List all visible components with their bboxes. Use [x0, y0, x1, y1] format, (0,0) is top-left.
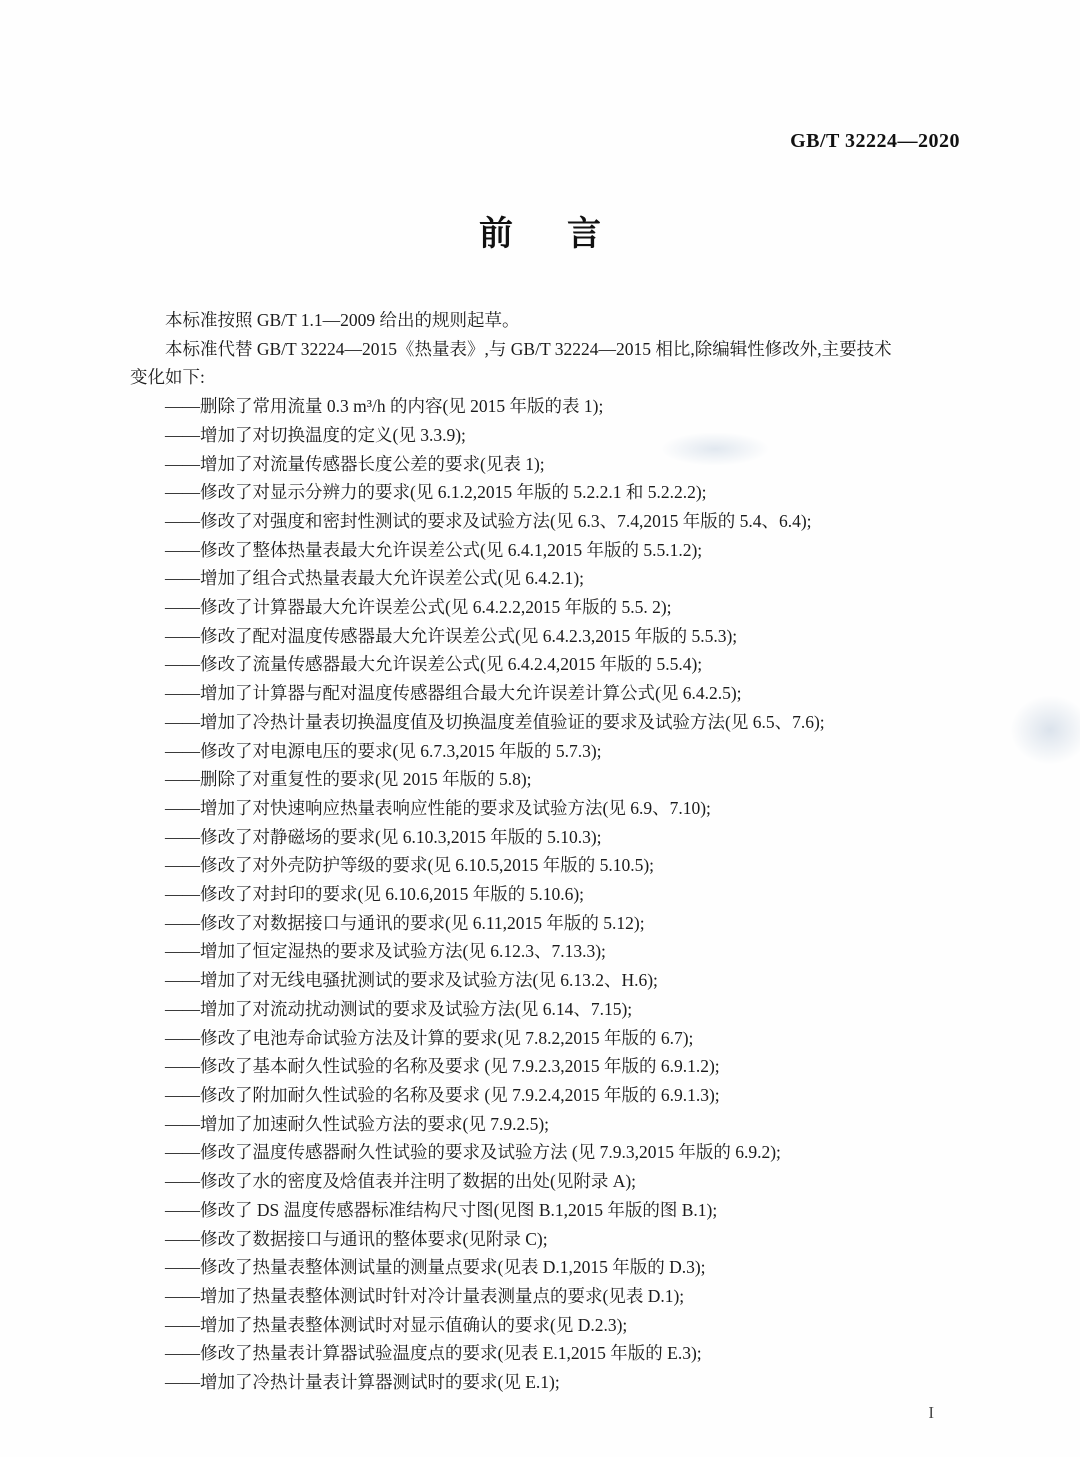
- intro-paragraph-2-line-1: 本标准代替 GB/T 32224—2015《热量表》,与 GB/T 32224—2015 相比,除编辑性修改外,主要技术: [165, 338, 892, 359]
- change-item: ——修改了对强度和密封性测试的要求及试验方法(见 6.3、7.4,2015 年版的 5.4、6.4);: [165, 510, 812, 531]
- change-item: ——修改了对电源电压的要求(见 6.7.3,2015 年版的 5.7.3);: [165, 740, 602, 761]
- change-item: ——删除了常用流量 0.3 m³/h 的内容(见 2015 年版的表 1);: [165, 396, 604, 417]
- change-item: ——修改了水的密度及焓值表并注明了数据的出处(见附录 A);: [165, 1171, 637, 1192]
- change-item: ——修改了热量表计算器试验温度点的要求(见表 E.1,2015 年版的 E.3);: [165, 1343, 702, 1364]
- change-item: ——增加了对无线电骚扰测试的要求及试验方法(见 6.13.2、H.6);: [165, 970, 658, 991]
- change-item: ——增加了对流量传感器长度公差的要求(见表 1);: [165, 453, 545, 474]
- scan-smudge-artifact: [1010, 695, 1080, 765]
- change-item: ——修改了热量表整体测试量的测量点要求(见表 D.1,2015 年版的 D.3);: [165, 1257, 706, 1278]
- change-item: ——增加了计算器与配对温度传感器组合最大允许误差计算公式(见 6.4.2.5);: [165, 683, 742, 704]
- change-item: ——删除了对重复性的要求(见 2015 年版的 5.8);: [165, 769, 532, 790]
- change-item: ——修改了对数据接口与通讯的要求(见 6.11,2015 年版的 5.12);: [165, 912, 645, 933]
- intro-paragraph-1: 本标准按照 GB/T 1.1—2009 给出的规则起草。: [165, 310, 520, 330]
- technical-changes-list: [130, 392, 962, 1397]
- change-item: ——修改了整体热量表最大允许误差公式(见 6.4.1,2015 年版的 5.5.1.2);: [165, 539, 703, 560]
- change-item: ——增加了恒定湿热的要求及试验方法(见 6.12.3、7.13.3);: [165, 941, 606, 962]
- change-item: ——增加了热量表整体测试时针对冷计量表测量点的要求(见表 D.1);: [165, 1285, 685, 1306]
- change-item: ——修改了流量传感器最大允许误差公式(见 6.4.2.4,2015 年版的 5.5.4);: [165, 654, 703, 675]
- intro-paragraph-2-line-2: 变化如下:: [130, 367, 205, 388]
- change-item: ——增加了组合式热量表最大允许误差公式(见 6.4.2.1);: [165, 568, 585, 589]
- change-item: ——修改了计算器最大允许误差公式(见 6.4.2.2,2015 年版的 5.5. 2);: [165, 597, 672, 618]
- change-item: ——增加了冷热计量表计算器测试时的要求(见 E.1);: [165, 1372, 560, 1393]
- standard-number: GB/T 32224—2020: [790, 130, 960, 152]
- document-body: [130, 306, 962, 1397]
- page-title-char-2: 言: [567, 216, 601, 253]
- change-item: ——增加了加速耐久性试验方法的要求(见 7.9.2.5);: [165, 1113, 550, 1134]
- page-number: I: [928, 1403, 934, 1422]
- change-item: ——修改了基本耐久性试验的名称及要求 (见 7.9.2.3,2015 年版的 6.9.1.2);: [165, 1056, 720, 1077]
- change-item: ——增加了冷热计量表切换温度值及切换温度差值验证的要求及试验方法(见 6.5、7.6);: [165, 711, 825, 732]
- change-item: ——修改了对静磁场的要求(见 6.10.3,2015 年版的 5.10.3);: [165, 826, 602, 847]
- change-item: ——增加了对快速响应热量表响应性能的要求及试验方法(见 6.9、7.10);: [165, 797, 711, 818]
- page-title-char-1: 前: [479, 216, 513, 253]
- page-title: [0, 206, 1080, 255]
- change-item: ——修改了数据接口与通讯的整体要求(见附录 C);: [165, 1228, 548, 1249]
- change-item: ——修改了对封印的要求(见 6.10.6,2015 年版的 5.10.6);: [165, 884, 585, 905]
- change-item: ——修改了对外壳防护等级的要求(见 6.10.5,2015 年版的 5.10.5);: [165, 855, 655, 876]
- change-item: ——修改了对显示分辨力的要求(见 6.1.2,2015 年版的 5.2.2.1 和 5.2.2.2);: [165, 482, 707, 503]
- change-item: ——修改了温度传感器耐久性试验的要求及试验方法 (见 7.9.3,2015 年版的 6.9.2);: [165, 1142, 781, 1163]
- change-item: ——修改了 DS 温度传感器标准结构尺寸图(见图 B.1,2015 年版的图 B.1);: [165, 1199, 718, 1220]
- change-item: ——增加了热量表整体测试时对显示值确认的要求(见 D.2.3);: [165, 1314, 628, 1335]
- change-item: ——修改了附加耐久性试验的名称及要求 (见 7.9.2.4,2015 年版的 6.9.1.3);: [165, 1084, 720, 1105]
- change-item: ——增加了对流动扰动测试的要求及试验方法(见 6.14、7.15);: [165, 998, 633, 1019]
- change-item: ——修改了电池寿命试验方法及计算的要求(见 7.8.2,2015 年版的 6.7);: [165, 1027, 694, 1048]
- change-item: ——修改了配对温度传感器最大允许误差公式(见 6.4.2.3,2015 年版的 5.5.3);: [165, 625, 738, 646]
- change-item: ——增加了对切换温度的定义(见 3.3.9);: [165, 424, 466, 445]
